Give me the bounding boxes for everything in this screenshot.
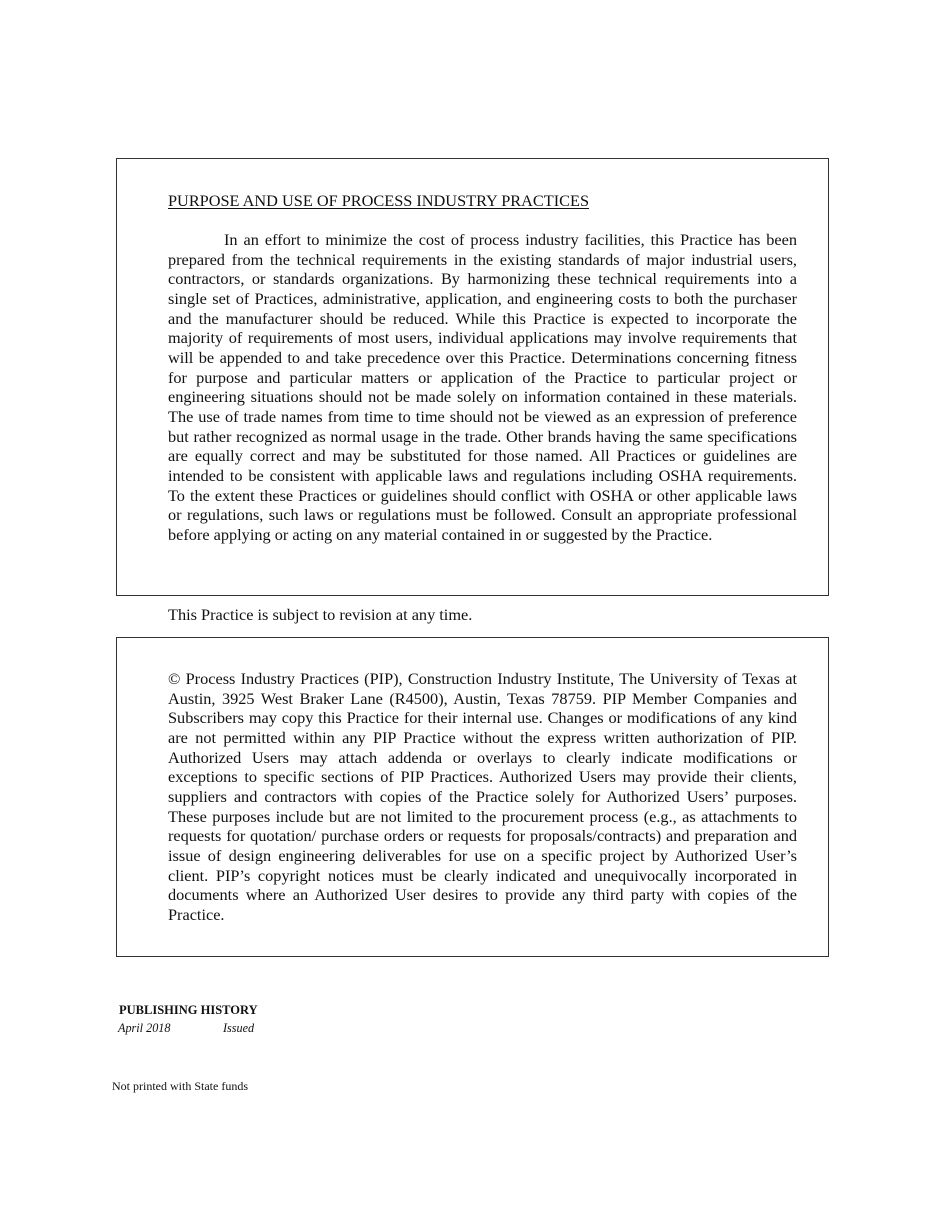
funds-note: Not printed with State funds <box>112 1079 248 1093</box>
revision-note: This Practice is subject to revision at any time. <box>168 605 473 624</box>
publishing-history-heading: PUBLISHING HISTORY <box>119 1003 258 1017</box>
history-entry-status: Issued <box>223 1021 255 1035</box>
purpose-heading: PURPOSE AND USE OF PROCESS INDUSTRY PRACTICES <box>168 191 590 210</box>
copyright-paragraph: © Process Industry Practices (PIP), Construction Industry Institute, The University of Texas at Austin, 3925 West Braker Lane (R4500), Austin, Texas 78759. PIP Member Companies and Subscribers may copy this Practice for their internal use. Changes or modifications of any kind are not permitted within any PIP Practice without the express written authorization of PIP. Authorized Users may attach addenda or overlays to clearly indicate modifications or exceptions to specific sections of PIP Practices. Authorized Users may provide their clients, suppliers and contractors with copies of the Practice solely for Authorized Users’ purposes. These purposes include but are not limited to the procurement process (e.g., as attachments to requests for quotation/ purchase orders or requests for proposals/contracts) and preparation and issue of design engineering deliverables for use on a specific project by Authorized User’s client. PIP’s copyright notices must be clearly indicated and unequivocally incorporated in documents where an Authorized User desires to provide any third party with copies of the Practice. <box>168 669 797 924</box>
copyright-box <box>116 637 829 957</box>
history-entry-date: April 2018 <box>118 1021 171 1035</box>
purpose-paragraph: In an effort to minimize the cost of process industry facilities, this Practice has been prepared from the technical requirements in the existing standards of major industrial users, contractors, or standards organizations. By harmonizing these technical requirements into a single set of Practices, administrative, application, and engineering costs to both the purchaser and the manufacturer should be reduced. While this Practice is expected to incorporate the majority of requirements of most users, individual applications may involve requirements that will be appended to and take precedence over this Practice. Determinations concerning fitness for purpose and particular matters or application of the Practice to particular project or engineering situations should not be made solely on information contained in these materials. The use of trade names from time to time should not be viewed as an expression of preference but rather recognized as normal usage in the trade. Other brands having the same specifications are equally correct and may be substituted for those named. All Practices or guidelines are intended to be consistent with applicable laws and regulations including OSHA requirements. To the extent these Practices or guidelines should conflict with OSHA or other applicable laws or regulations, such laws or regulations must be followed. Consult an appropriate professional before applying or acting on any material contained in or suggested by the Practice. <box>168 230 797 544</box>
purpose-box <box>116 158 829 596</box>
